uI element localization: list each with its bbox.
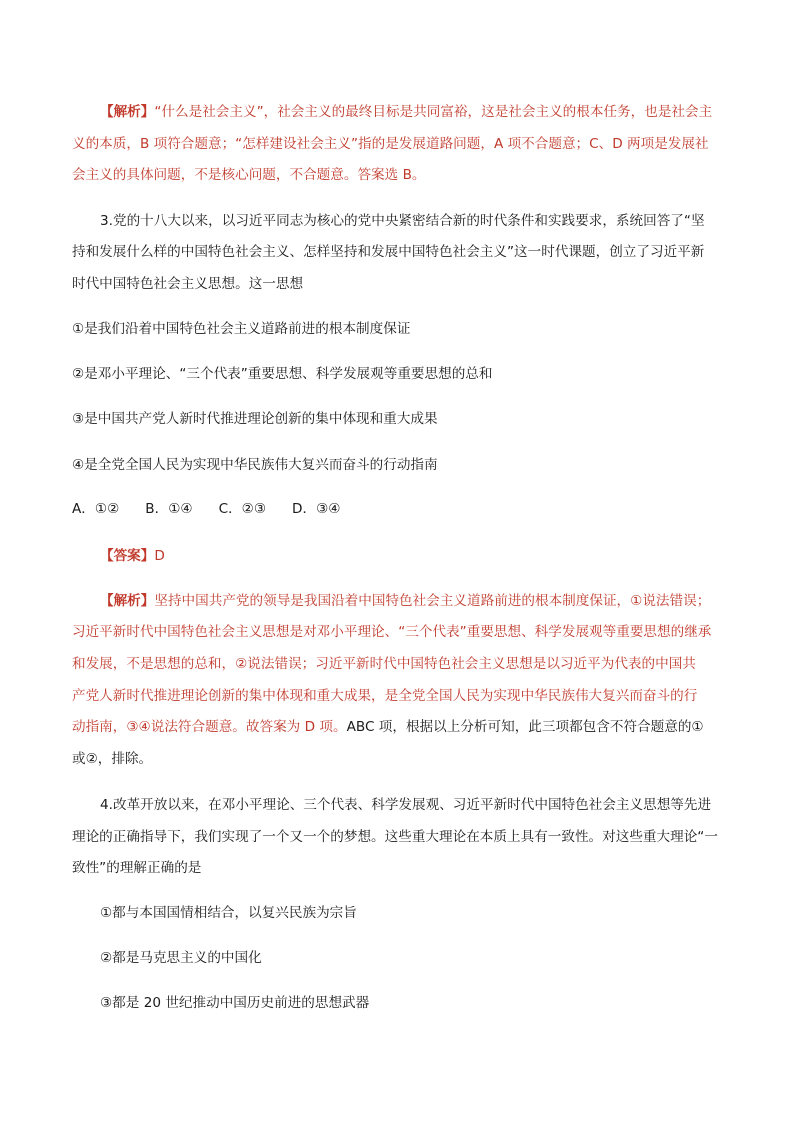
analysis-3-text: 坚持中国共产党的领导是我国沿着中国特色社会主义道路前进的根本制度保证，①说法错误； (154, 593, 711, 609)
question-4-item-1: ①都与本国国情相结合，以复兴民族为宗旨 (100, 905, 357, 921)
analysis-prev-line-2: 义的本质，B 项符合题意；“怎样建设社会主义”指的是发展道路问题，A 项不合题意；C、D 两项是发展社 (72, 136, 709, 152)
question-3-line-1: 3.党的十八大以来，以习近平同志为核心的党中央紧密结合新的时代条件和实践要求，系统回答了“坚 (100, 213, 705, 229)
answer-line (100, 546, 724, 566)
question-3-item-1: ①是我们沿着中国特色社会主义道路前进的根本制度保证 (72, 321, 411, 337)
question-4-item-2: ②都是马克思主义的中国化 (100, 950, 262, 966)
analysis-3-line-2: 习近平新时代中国特色社会主义思想是对邓小平理论、“三个代表”重要思想、科学发展观等重要思想的继承 (72, 624, 712, 640)
analysis-3-line-5b: ABC 项，根据以上分析可知，此三项都包含不符合题意的① (346, 719, 704, 735)
analysis-prev-line-3: 会主义的具体问题，不是核心问题，不合题意。答案选 B。 (72, 167, 426, 183)
question-4-line-3: 致性”的理解正确的是 (72, 860, 202, 876)
analysis-3-line-6: 或②，排除。 (72, 751, 153, 767)
analysis-3-line-5a: 动指南，③④说法符合题意。故答案为 D 项。 (72, 719, 347, 735)
option-a: A．①② (72, 501, 120, 517)
analysis-3-line-1 (100, 591, 724, 611)
analysis-prev-line-1 (100, 102, 724, 122)
question-3-item-2: ②是邓小平理论、“三个代表”重要思想、科学发展观等重要思想的总和 (72, 366, 493, 382)
question-3-item-4: ④是全党全国人民为实现中华民族伟大复兴而奋斗的行动指南 (72, 457, 438, 473)
question-4-line-1: 4.改革开放以来，在邓小平理论、三个代表、科学发展观、习近平新时代中国特色社会主义思想等先进 (100, 797, 712, 813)
analysis-text: “什么是社会主义”，社会主义的最终目标是共同富裕，这是社会主义的根本任务，也是社会主 (154, 104, 713, 120)
question-4-line-2: 理论的正确指导下，我们实现了一个又一个的梦想。这些重大理论在本质上具有一致性。对这些重大理论“一 (72, 829, 718, 845)
option-b: B．①④ (145, 501, 193, 517)
question-3-options (72, 499, 724, 519)
question-3-line-2: 持和发展什么样的中国特色社会主义、怎样坚持和发展中国特色社会主义”这一时代课题，创立了习近平新 (72, 244, 705, 260)
analysis-3-tag: 【解析】 (100, 593, 155, 609)
analysis-3-line-4: 产党人新时代推进理论创新的集中体现和重大成果，是全党全国人民为实现中华民族伟大复兴而奋斗的行 (72, 688, 698, 704)
analysis-3-line-3: 和发展，不是思想的总和，②说法错误；习近平新时代中国特色社会主义思想是以习近平为代表的中国共 (72, 656, 696, 672)
option-c: C．②③ (218, 501, 267, 517)
analysis-3-line-5 (72, 717, 724, 737)
option-d: D．③④ (292, 501, 341, 517)
question-3-item-3: ③是中国共产党人新时代推进理论创新的集中体现和重大成果 (72, 411, 438, 427)
answer-tag: 【答案】 (100, 548, 155, 564)
answer-value: D (154, 548, 165, 564)
question-4-item-3: ③都是 20 世纪推动中国历史前进的思想武器 (100, 995, 370, 1011)
question-3-line-3: 时代中国特色社会主义思想。这一思想 (72, 276, 304, 292)
analysis-tag: 【解析】 (100, 104, 155, 120)
